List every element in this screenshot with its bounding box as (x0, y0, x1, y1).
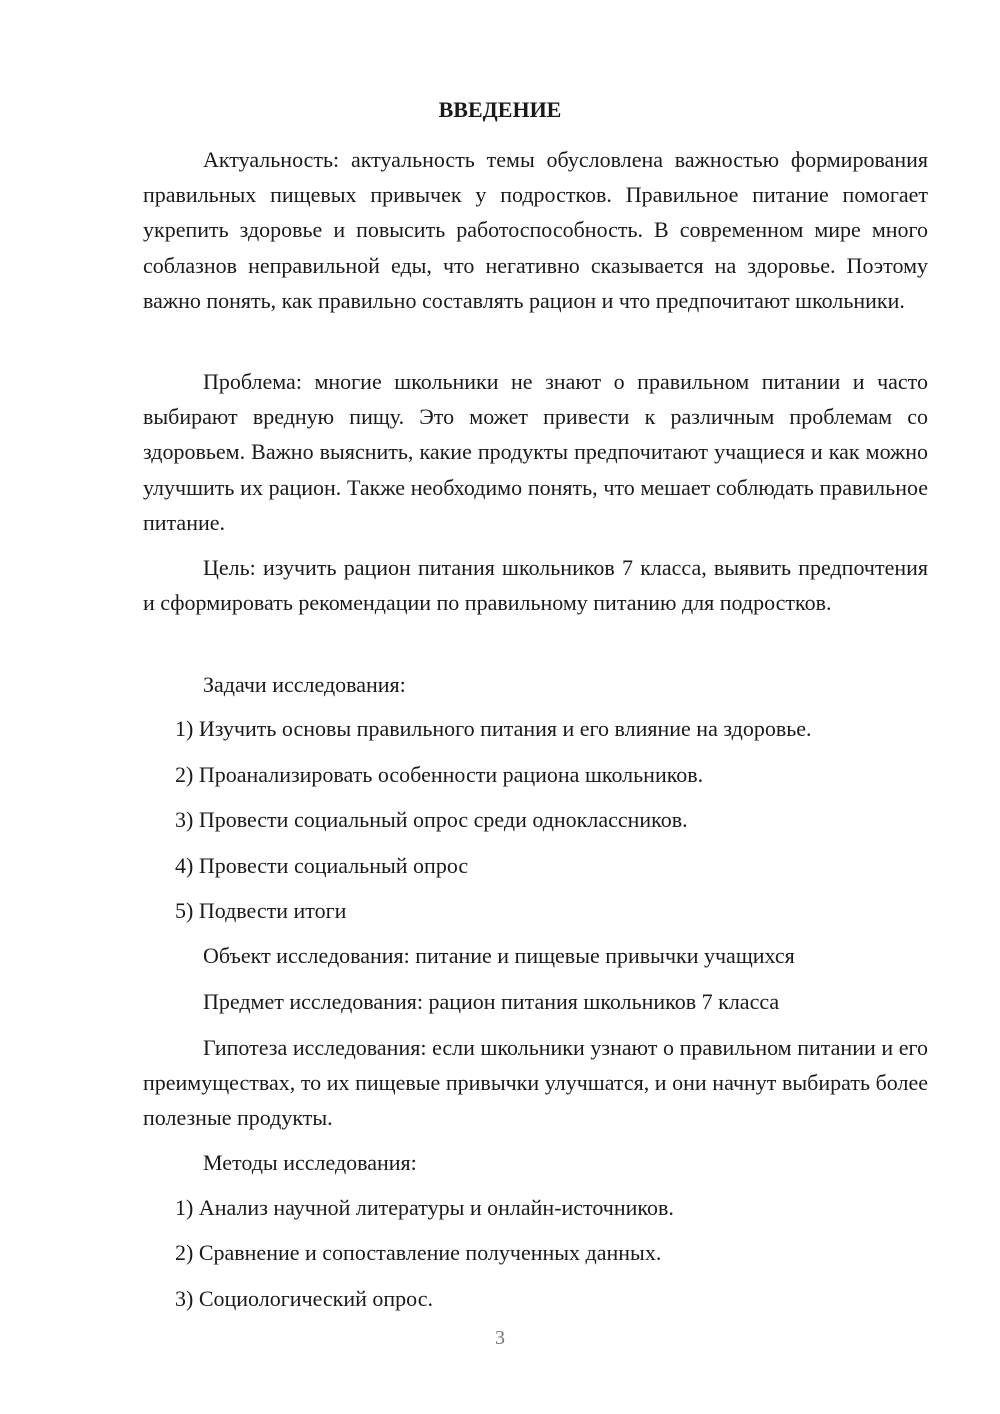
relevance-paragraph: Актуальность: актуальность темы обусловлена важностью формирования правильных пищевых привычек у подростков. Правильное питание помогает укрепить здоровье и повысить работоспособность. В современном мире много соблазнов неправильной еды, что негативно сказывается на здоровье. Поэтому важно понять, как правильно составлять рацион и что предпочитают школьники. (143, 147, 928, 313)
section-title: ВВЕДЕНИЕ (438, 97, 562, 122)
method-item: 1) Анализ научной литературы и онлайн-источников. (175, 1195, 674, 1220)
problem-paragraph: Проблема: многие школьники не знают о правильном питании и часто выбирают вредную пищу. Это может привести к различным проблемам со здоровьем. Важно выяснить, какие продукты предпочитают учащиеся и как можно улучшить их рацион. Также необходимо понять, что мешает соблюдать правильное питание. (143, 369, 928, 535)
methods-heading: Методы исследования: (203, 1150, 417, 1175)
task-item: 1) Изучить основы правильного питания и его влияние на здоровье. (175, 716, 812, 741)
method-item: 3) Социологический опрос. (175, 1286, 433, 1311)
task-item: 5) Подвести итоги (175, 898, 347, 923)
goal-paragraph: Цель: изучить рацион питания школьников 7 класса, выявить предпочтения и сформировать рекомендации по правильному питанию для подростков. (143, 555, 928, 616)
method-item: 2) Сравнение и сопоставление полученных данных. (175, 1240, 662, 1265)
page-number: 3 (495, 1327, 505, 1349)
research-subject: Предмет исследования: рацион питания школьников 7 класса (203, 989, 780, 1014)
tasks-heading: Задачи исследования: (203, 672, 406, 697)
research-object: Объект исследования: питание и пищевые привычки учащихся (203, 943, 795, 968)
task-item: 3) Провести социальный опрос среди одноклассников. (175, 807, 688, 832)
task-item: 2) Проанализировать особенности рациона школьников. (175, 762, 704, 787)
task-item: 4) Провести социальный опрос (175, 853, 469, 878)
hypothesis-paragraph: Гипотеза исследования: если школьники узнают о правильном питании и его преимуществах, то их пищевые привычки улучшатся, и они начнут выбирать более полезные продукты. (143, 1035, 928, 1131)
